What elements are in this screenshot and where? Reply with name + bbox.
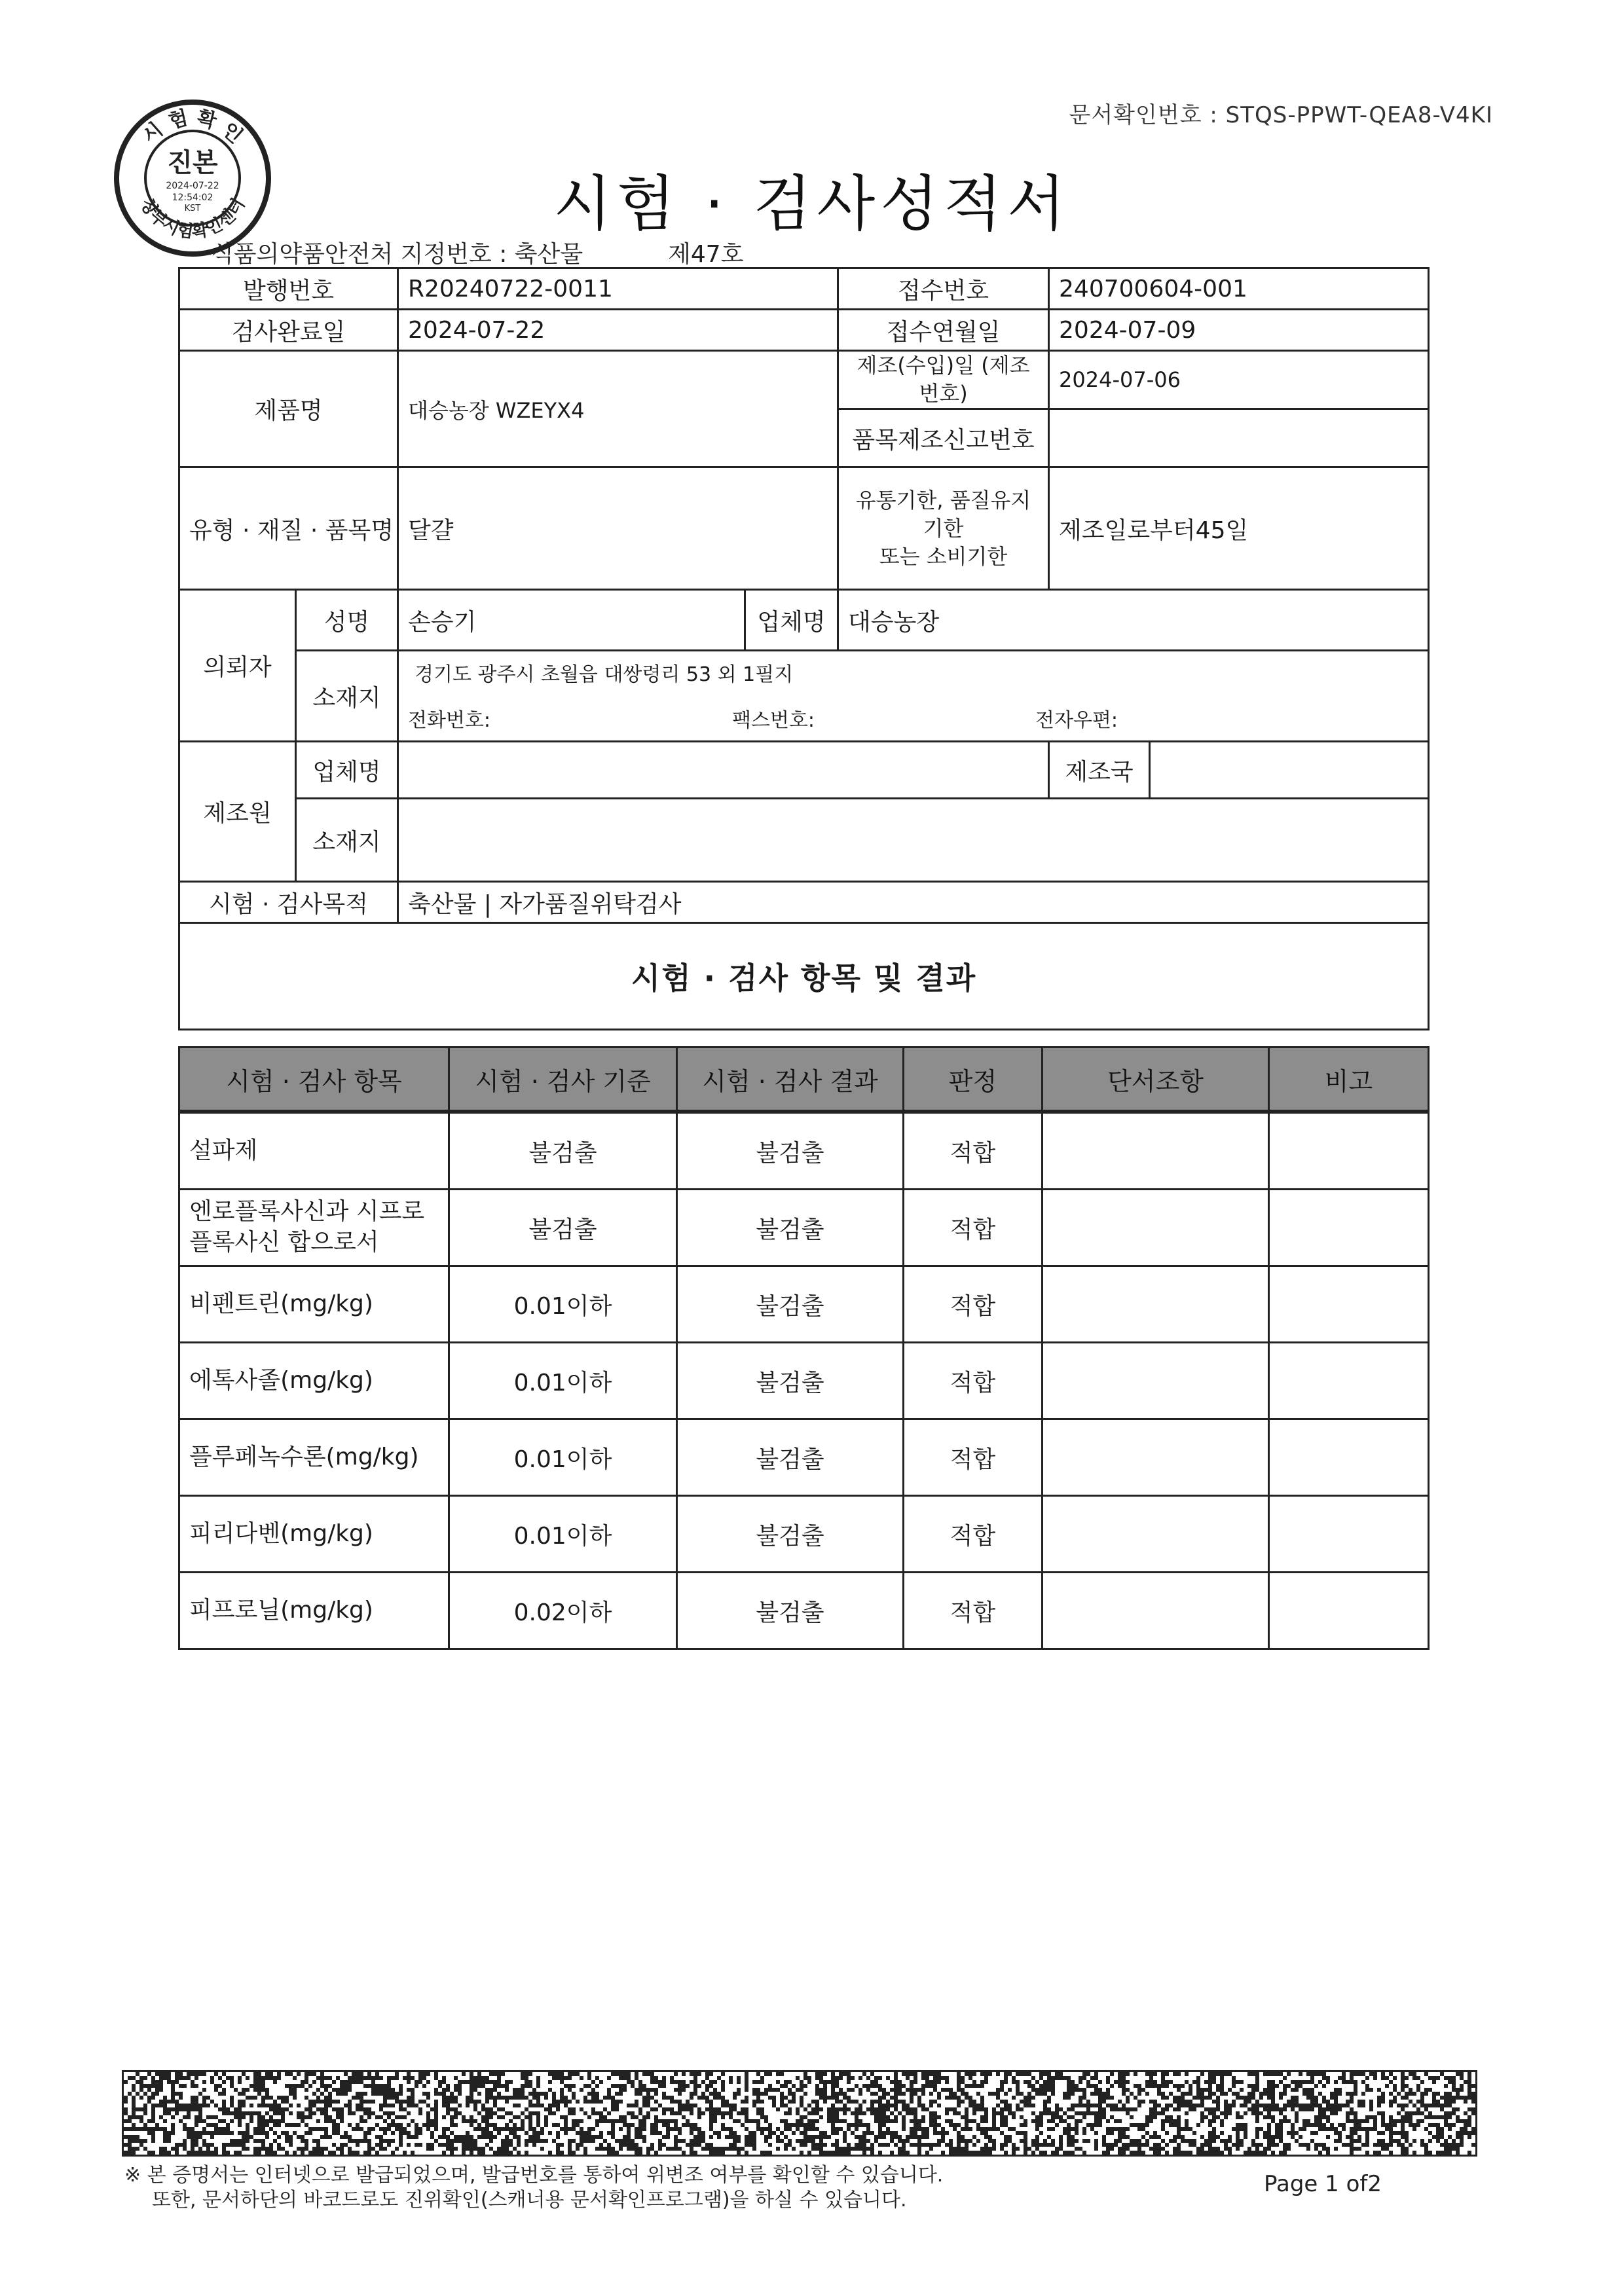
- stamp-top-text: 시 험 확 인: [138, 106, 247, 149]
- header-standard: 시험 · 검사 기준: [449, 1048, 677, 1112]
- client-company: 대승농장: [838, 590, 1429, 651]
- test-result: 불검출: [677, 1496, 904, 1573]
- test-standard: 0.01이하: [449, 1266, 677, 1343]
- stamp-center-text: 진본: [167, 148, 218, 178]
- client-address: 경기도 광주시 초월읍 대쌍령리 53 외 1필지: [415, 663, 794, 687]
- receipt-number-label: 접수번호: [838, 268, 1049, 310]
- test-result: 불검출: [677, 1190, 904, 1266]
- table-row: [179, 1343, 1429, 1419]
- test-standard: 불검출: [449, 1112, 677, 1190]
- test-proviso: [1043, 1496, 1269, 1573]
- test-proviso: [1043, 1343, 1269, 1419]
- expiry-label: [838, 467, 1049, 590]
- client-address-label: 소재지: [296, 651, 398, 742]
- header-note: 비고: [1269, 1048, 1429, 1112]
- test-note: [1269, 1190, 1429, 1266]
- header-judgement: 판정: [904, 1048, 1043, 1112]
- inspection-date-label: 검사완료일: [179, 310, 398, 351]
- test-item: 비펜트린(mg/kg): [179, 1266, 449, 1343]
- test-standard: 0.02이하: [449, 1573, 677, 1649]
- inspection-date: 2024-07-22: [398, 310, 838, 351]
- test-proviso: [1043, 1190, 1269, 1266]
- designation-number: [211, 236, 743, 269]
- purpose-value: 축산물 | 자가품질위탁검사: [398, 882, 1429, 923]
- test-proviso: [1043, 1573, 1269, 1649]
- manufacture-date: 2024-07-06: [1049, 351, 1429, 409]
- receipt-number: 240700604-001: [1049, 268, 1429, 310]
- test-judgement: 적합: [904, 1573, 1043, 1649]
- designation-label: 식품의약품안전처 지정번호 : 축산물: [211, 241, 583, 268]
- document-check-number: 문서확인번호 : STQS-PPWT-QEA8-V4KI: [1069, 102, 1493, 128]
- section-title: 시험 · 검사 항목 및 결과: [179, 923, 1429, 1030]
- client-name: 손승기: [398, 590, 745, 651]
- maker-label: 제조원: [179, 742, 296, 882]
- test-judgement: 적합: [904, 1112, 1043, 1190]
- table-row: [179, 1496, 1429, 1573]
- table-row: [179, 1419, 1429, 1496]
- test-note: [1269, 1343, 1429, 1419]
- maker-company-label: 업체명: [296, 742, 398, 799]
- stamp-time: 12:54:02: [172, 192, 213, 203]
- table-row: [179, 1266, 1429, 1343]
- test-standard: 0.01이하: [449, 1419, 677, 1496]
- test-item: 피프로닐(mg/kg): [179, 1573, 449, 1649]
- report-number-label: 품목제조신고번호: [838, 409, 1049, 467]
- test-judgement: 적합: [904, 1496, 1043, 1573]
- expiry-label-line2: 또는 소비기한: [879, 543, 1008, 569]
- expiry-value: 제조일로부터45일: [1049, 467, 1429, 590]
- test-result: 불검출: [677, 1266, 904, 1343]
- test-judgement: 적합: [904, 1266, 1043, 1343]
- header-item: 시험 · 검사 항목: [179, 1048, 449, 1112]
- test-standard: 0.01이하: [449, 1496, 677, 1573]
- maker-address: [398, 799, 1429, 882]
- purpose-label: 시험 · 검사목적: [179, 882, 398, 923]
- test-standard: 0.01이하: [449, 1343, 677, 1419]
- result-header-row: [179, 1048, 1429, 1112]
- test-result: 불검출: [677, 1573, 904, 1649]
- test-item: 피리다벤(mg/kg): [179, 1496, 449, 1573]
- expiry-label-line1: 유통기한, 품질유지기한: [855, 487, 1031, 541]
- receipt-date-label: 접수연월일: [838, 310, 1049, 351]
- maker-company: [398, 742, 1049, 799]
- test-proviso: [1043, 1419, 1269, 1496]
- stamp-bottom-text: 창부시험확인센터: [136, 194, 249, 242]
- test-judgement: 적합: [904, 1190, 1043, 1266]
- client-name-label: 성명: [296, 590, 398, 651]
- test-item: 플루페녹수론(mg/kg): [179, 1419, 449, 1496]
- issue-number-label: 발행번호: [179, 268, 398, 310]
- manufacture-date-label: 제조(수입)일 (제조번호): [838, 351, 1049, 409]
- verification-barcode: [122, 2070, 1477, 2157]
- receipt-date: 2024-07-09: [1049, 310, 1429, 351]
- maker-country: [1150, 742, 1429, 799]
- client-company-label: 업체명: [745, 590, 838, 651]
- maker-country-label: 제조국: [1049, 742, 1150, 799]
- type-value: 달걀: [398, 467, 838, 590]
- test-proviso: [1043, 1266, 1269, 1343]
- test-judgement: 적합: [904, 1419, 1043, 1496]
- test-result: 불검출: [677, 1112, 904, 1190]
- phone-label: 전화번호:: [408, 709, 491, 733]
- type-label: 유형 · 재질 · 품목명: [179, 467, 398, 590]
- page-title: 시험 · 검사성적서: [553, 169, 1071, 239]
- designation-value: 제47호: [668, 241, 744, 268]
- test-item: 설파제: [179, 1112, 449, 1190]
- result-table: [178, 1046, 1430, 1650]
- table-row: [179, 1573, 1429, 1649]
- header-proviso: 단서조항: [1043, 1048, 1269, 1112]
- info-table: [178, 267, 1430, 1030]
- footer-note-line2: 또한, 문서하단의 바코드로도 진위확인(스캐너용 문서확인프로그램)을 하실 수 있습니다.: [152, 2188, 907, 2212]
- table-row: [179, 1190, 1429, 1266]
- email-label: 전자우편:: [1035, 709, 1118, 733]
- table-row: [179, 1112, 1429, 1190]
- test-item: 에톡사졸(mg/kg): [179, 1343, 449, 1419]
- product-name-label: 제품명: [179, 351, 398, 467]
- footer-note-line1: ※ 본 증명서는 인터넷으로 발급되었으며, 발급번호를 통하여 위변조 여부를 확인할 수 있습니다.: [124, 2164, 944, 2187]
- issue-number: R20240722-0011: [398, 268, 838, 310]
- test-judgement: 적합: [904, 1343, 1043, 1419]
- barcode-pattern: [124, 2072, 1475, 2155]
- test-note: [1269, 1266, 1429, 1343]
- stamp-date: 2024-07-22: [166, 181, 219, 191]
- fax-label: 팩스번호:: [732, 709, 815, 733]
- report-number: [1049, 409, 1429, 467]
- stamp-zone: KST: [184, 204, 201, 213]
- test-item: 엔로플록사신과 시프로플록사신 합으로서: [179, 1190, 449, 1266]
- test-result: 불검출: [677, 1419, 904, 1496]
- test-result: 불검출: [677, 1343, 904, 1419]
- maker-address-label: 소재지: [296, 799, 398, 882]
- product-name: 대승농장 WZEYX4: [398, 351, 838, 467]
- page-number: Page 1 of2: [1264, 2171, 1382, 2197]
- test-note: [1269, 1496, 1429, 1573]
- client-address-block: [398, 651, 1429, 742]
- test-standard: 불검출: [449, 1190, 677, 1266]
- footer-note: [124, 2163, 943, 2212]
- client-label: 의뢰자: [179, 590, 296, 742]
- test-proviso: [1043, 1112, 1269, 1190]
- test-note: [1269, 1112, 1429, 1190]
- test-note: [1269, 1419, 1429, 1496]
- test-note: [1269, 1573, 1429, 1649]
- header-result: 시험 · 검사 결과: [677, 1048, 904, 1112]
